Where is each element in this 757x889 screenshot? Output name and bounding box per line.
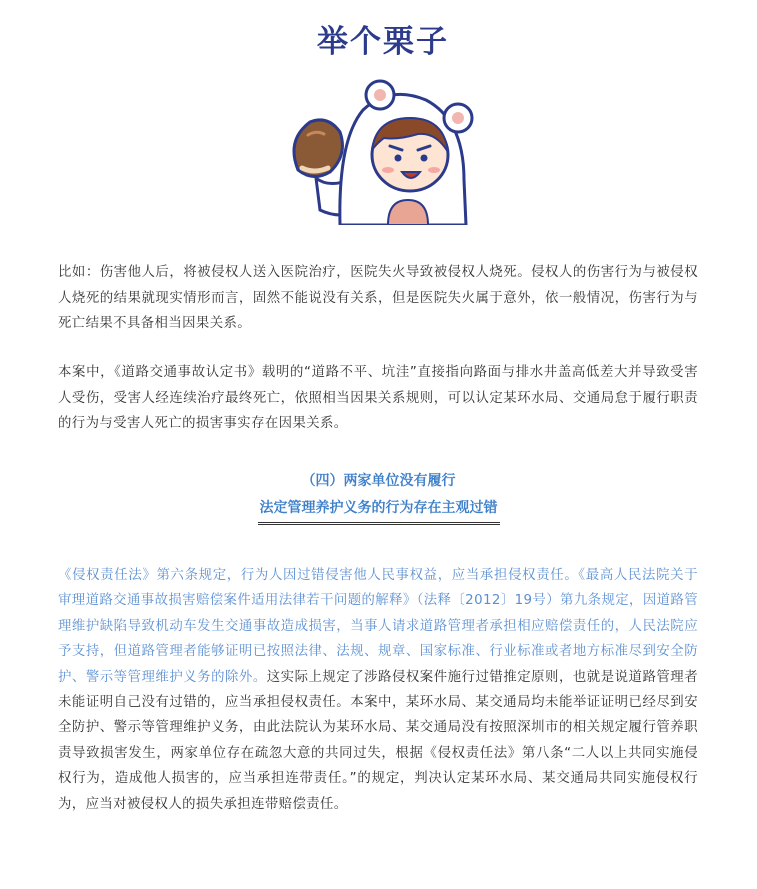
paragraph-case: 本案中，《道路交通事故认定书》载明的“道路不平、坑洼”直接指向路面与排水井盖高低差大并导致受害人受伤，受害人经连续治疗最终死亡，依照相当因果关系规则，可以认定某环水局、交通局怠于履行职责的行为与受害人死亡的损害事实存在因果关系。: [58, 365, 698, 432]
section-heading-line2: [0, 497, 757, 525]
example-illustration: [268, 20, 498, 225]
banner-title: 举个栗子: [317, 24, 449, 60]
section-heading-line2-text: 法定管理养护义务的行为存在主观过错: [258, 497, 500, 525]
paragraph-example: 比如：伤害他人后，将被侵权人送入医院治疗，医院失火导致被侵权人烧死。侵权人的伤害行为与被侵权人烧死的结果就现实情形而言，固然不能说没有关系，但是医院失火属于意外，依一般情况，伤害行为与死亡结果不具备相当因果关系。: [58, 265, 698, 332]
section-heading-line1: （四）两家单位没有履行: [301, 473, 456, 489]
analysis-text: 这实际上规定了涉路侵权案件施行过错推定原则，也就是说道路管理者未能证明自己没有过错的，应当承担侵权责任。本案中，某环水局、某交通局均未能举证证明已经尽到安全防护、警示等管理维护义务，由此法院认为某环水局、某交通局没有按照深圳市的相关规定履行管养职责导致损害发生，两家单位存在疏忽大意的共同过失，根据《侵权责任法》第八条“二人以上共同实施侵权行为，造成他人损害的，应当承担连带责任。”的规定，判决认定某环水局、某交通局共同实施侵权行为，应当对被侵权人的损失承担连带赔偿责任。: [58, 669, 698, 812]
mascot-holding-chestnut-icon: [268, 60, 498, 225]
chestnut-icon: [294, 120, 342, 177]
paragraph-legal-basis: [58, 563, 698, 817]
quoted-law-text: 《侵权责任法》第六条规定，行为人因过错侵害他人民事权益，应当承担侵权责任。《最高人民法院关于审理道路交通事故损害赔偿案件适用法律若干问题的解释》（法释〔2012〕19号）第九条规定，因道路管理维护缺陷导致机动车发生交通事故造成损害，当事人请求道路管理者承担相应赔偿责任的，人民法院应予支持，但道路管理者能够证明已按照法律、法规、规章、国家标准、行业标准或者地方标准尽到安全防护、警示等管理维护义务的除外。: [58, 568, 698, 685]
